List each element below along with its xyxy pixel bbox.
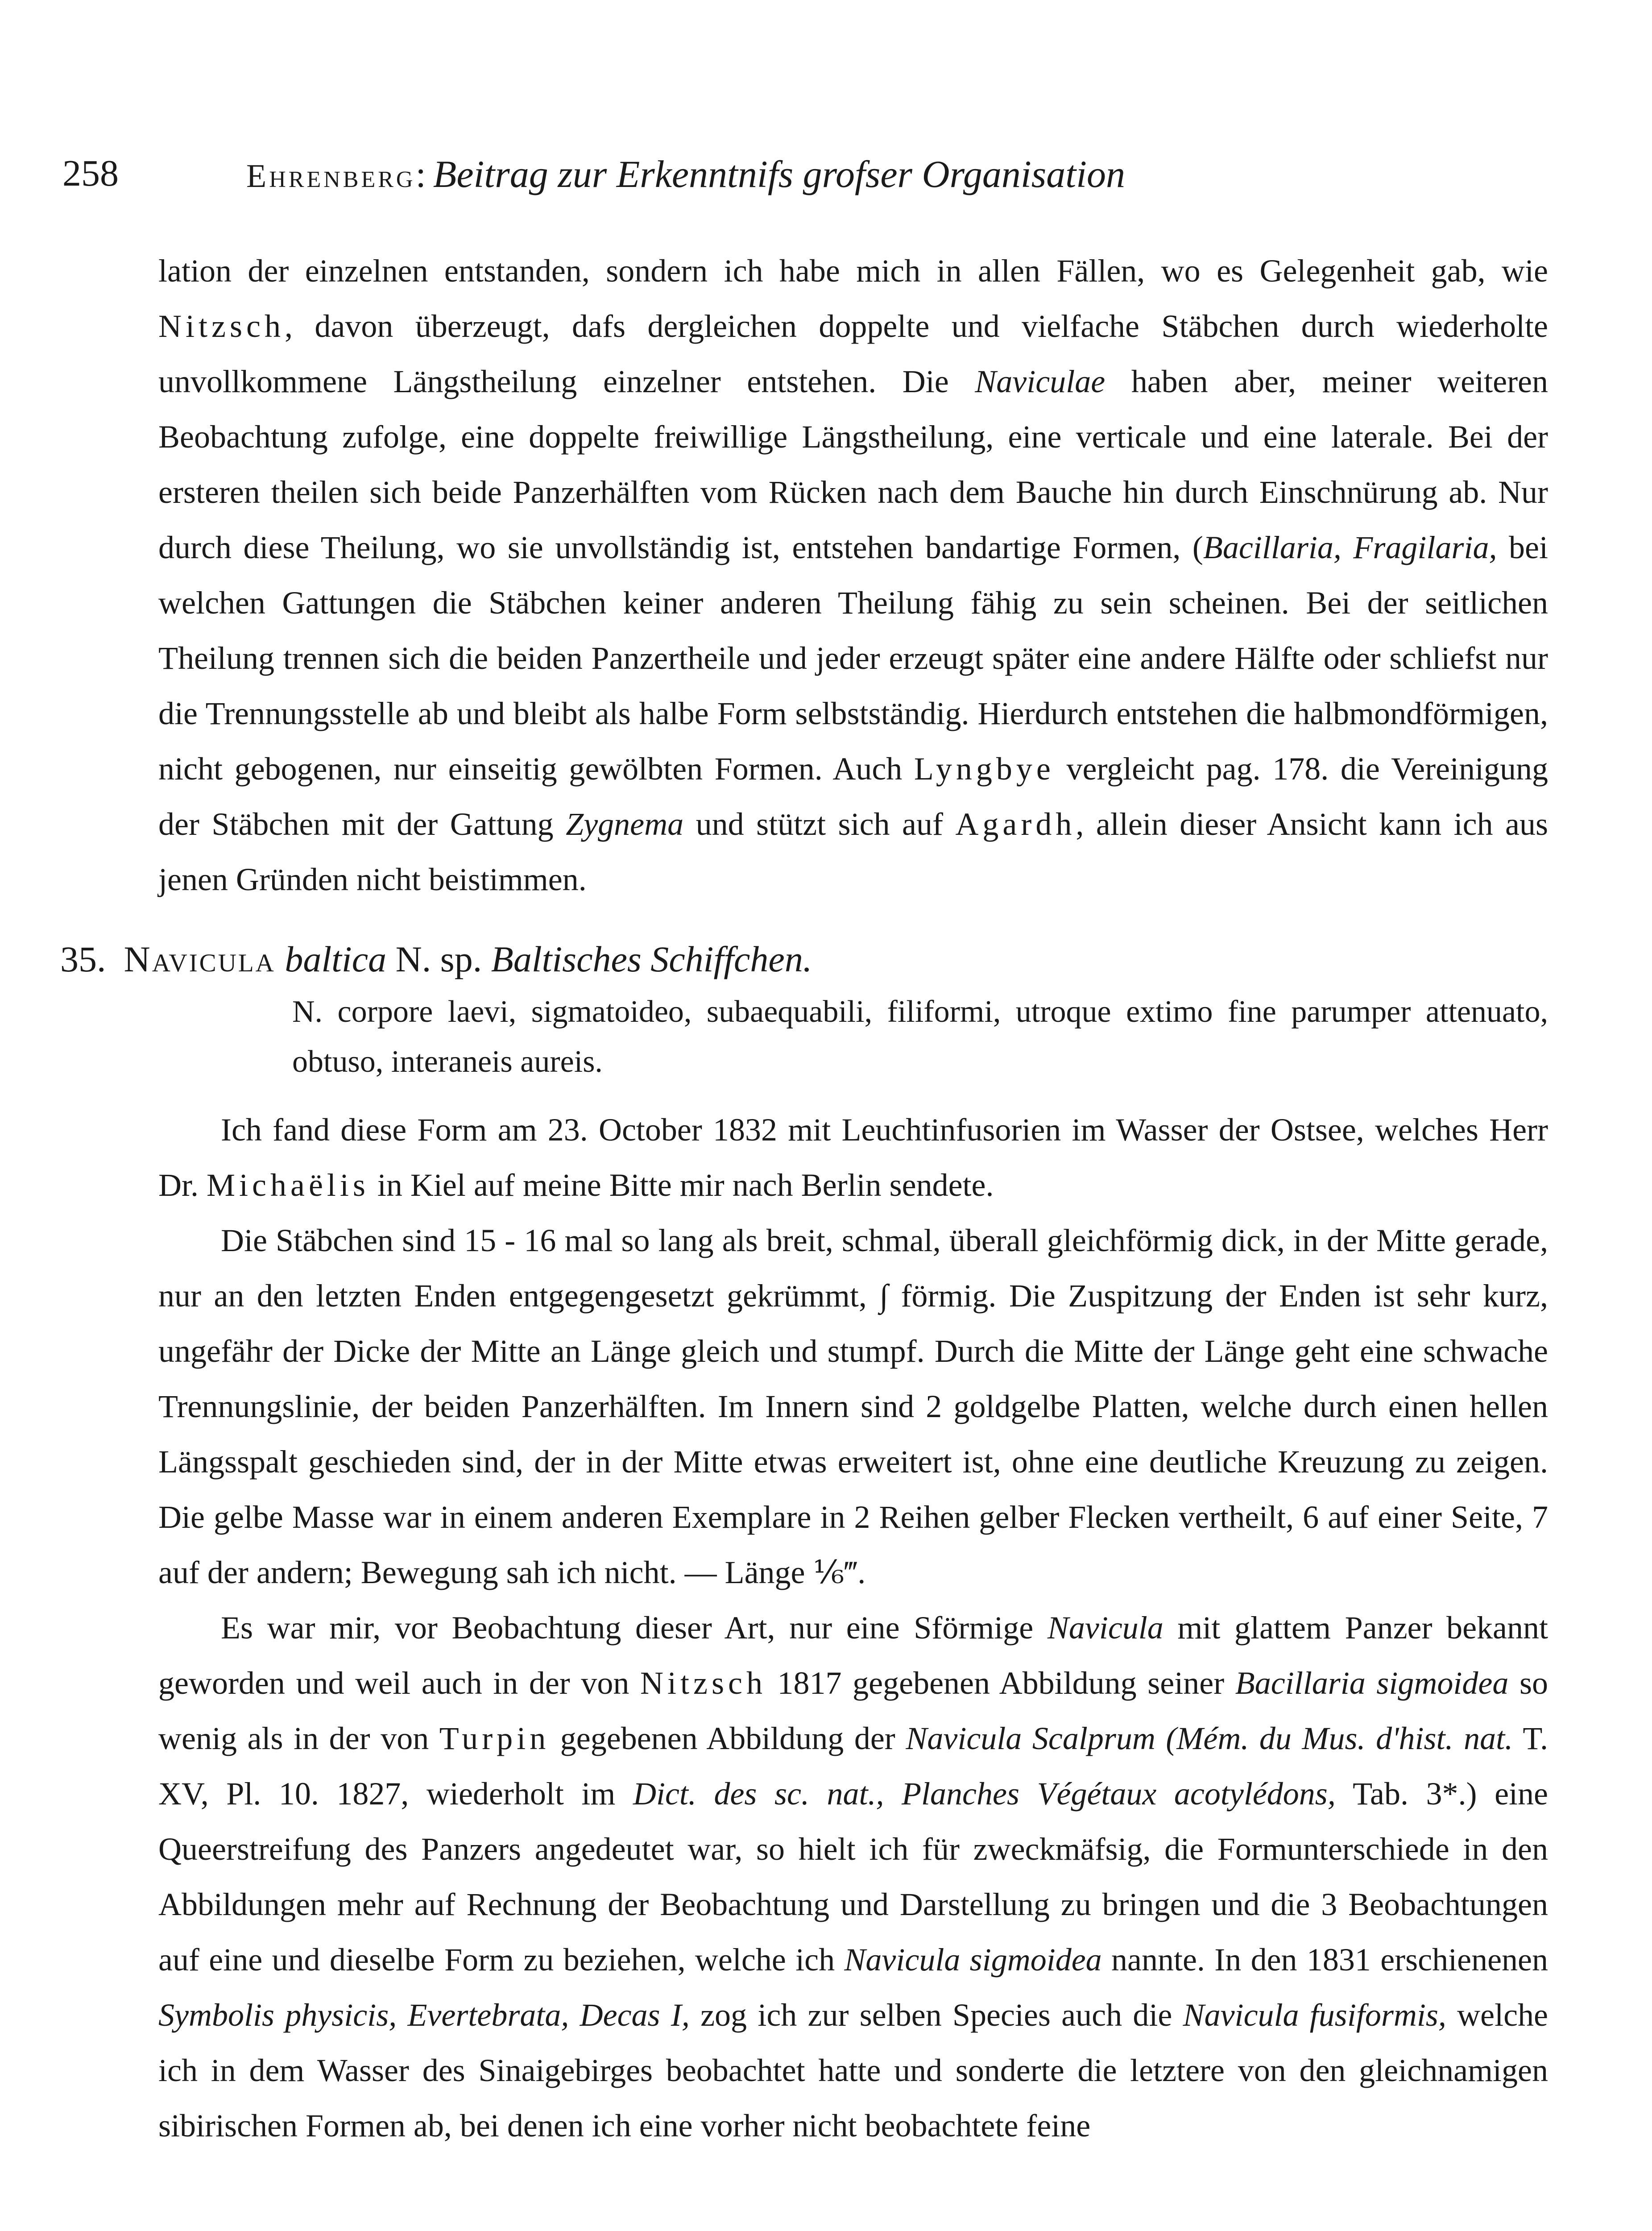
taxon-name: Bacillaria sigmoidea xyxy=(1235,1665,1509,1701)
taxon-name: Navicula sigmoidea xyxy=(844,1942,1102,1978)
text-run: Die Stäbchen sind 15 - 16 mal so lang als breit, schmal, überall gleichförmig dick, in der Mitte gerade, nur an den letzten Enden entgegengesetzt gekrümmt, ∫ förmig. Die Zuspitzung der Enden ist sehr kurz, ungefähr der Dicke der Mitte an Länge gleich und stumpf. Durch die Mitte der Länge geht eine schwache Trennungslinie, der beiden Panzerhälften. Im Innern sind 2 goldgelbe Platten, welche durch einen hellen Längsspalt geschieden sind, der in der Mitte etwas erweitert ist, ohne eine deutliche Kreuzung zu zeigen. Die gelbe Masse war in einem anderen Exemplare in 2 Reihen gelber Flecken vertheilt, 6 auf einer Seite, 7 auf der andern; Bewegung sah ich nicht. — Länge ⅙‴. xyxy=(158,1223,1548,1590)
paragraph xyxy=(158,1213,1548,1600)
page-number: 258 xyxy=(62,153,119,194)
text-run: Ich fand diese Form am 23. October 1832 mit Leuchtinfusorien im Wasser der Ostsee, welches Herr Dr. xyxy=(158,1112,1548,1203)
author-name: Ehrenberg xyxy=(246,158,416,195)
paragraph-continued xyxy=(158,243,1548,907)
common-name: Baltisches Schiffchen. xyxy=(491,939,812,979)
person-name: Agardh xyxy=(955,806,1076,842)
person-name: Nitzsch xyxy=(158,308,285,344)
taxon-name: Navicula fusiformis, xyxy=(1183,1997,1446,2033)
text-run: 1817 gegebenen Abbildung seiner xyxy=(766,1665,1235,1701)
text-run: mit glattem Panzer bekannt geworden und weil auch in der von xyxy=(158,1610,1548,1701)
running-title xyxy=(246,152,1125,196)
header-colon: : xyxy=(415,154,426,195)
taxon-name: Navicula xyxy=(1047,1610,1163,1646)
body-text xyxy=(60,243,1548,2153)
person-name: Turpin xyxy=(439,1721,550,1756)
person-name: Nitzsch xyxy=(640,1665,766,1701)
taxon-name: Zygnema xyxy=(566,806,684,842)
taxon-name: Bacillaria, Fragilaria, xyxy=(1203,530,1497,565)
text-run: Tab. 3*.) eine Queerstreifung des Panzers angedeutet war, so hielt ich für zweckmäfsig, die Formunterschiede in den Abbildungen mehr auf Rechnung der Beobachtung und Darstellung zu bringen und die 3 Beobachtungen auf eine und dieselbe Form zu beziehen, welche ich xyxy=(158,1776,1548,1978)
work-title: Beitrag zur Erkenntnifs grofser Organisation xyxy=(433,153,1125,195)
citation-title: Dict. des sc. nat., Planches Végétaux acotylédons, xyxy=(633,1776,1336,1812)
genus-name: Navicula xyxy=(124,939,276,979)
text-run: und stützt sich auf xyxy=(683,806,956,842)
text-run: Es war mir, vor Beobachtung dieser Art, nur eine Sförmige xyxy=(221,1610,1048,1646)
text-run: , davon überzeugt, dafs dergleichen doppelte und vielfache Stäbchen durch wiederholte unvollkommene Längstheilung einzelner entstehen. Die xyxy=(158,308,1548,399)
text-run: T. XV, Pl. 10. 1827, wiederholt im xyxy=(158,1721,1548,1812)
latin-diagnosis: N. corpore laevi, sigmatoideo, subaequabili, filiformi, utroque extimo fine parumper attenuato, obtuso, interaneis aureis. xyxy=(292,995,1548,1079)
text-run: gegebenen Abbildung der xyxy=(550,1721,906,1756)
text-run: lation der einzelnen entstanden, sondern ich habe mich in allen Fällen, wo es Gelegenheit gab, wie xyxy=(158,253,1548,289)
person-name: Michaëlis xyxy=(207,1167,369,1203)
text-run: haben aber, meiner weiteren Beobachtung zufolge, eine doppelte freiwillige Längstheilung, eine verticale und eine laterale. Bei der ersteren theilen sich beide Panzerhälften vom Rücken nach dem Bauche hin durch Einschnürung ab. Nur durch diese Theilung, wo sie unvollständig ist, entstehen bandartige Formen, ( xyxy=(158,364,1548,565)
paragraph xyxy=(158,1600,1548,2153)
running-header xyxy=(62,147,1401,205)
citation-title: Navicula Scalprum (Mém. du Mus. d'hist. nat. xyxy=(906,1721,1513,1756)
new-species-mark: N. sp. xyxy=(395,939,482,979)
text-run: so wenig als in der von xyxy=(158,1665,1548,1756)
taxon-name: Naviculae xyxy=(975,364,1105,399)
paragraph xyxy=(158,1102,1548,1213)
text-run: zog ich zur selben Species auch die xyxy=(689,1997,1183,2033)
text-run: in Kiel auf meine Bitte mir nach Berlin sendete. xyxy=(369,1167,994,1203)
text-run: vergleicht pag. 178. die Vereinigung der Stäbchen mit der Gattung xyxy=(158,751,1548,842)
text-run: welche ich in dem Wasser des Sinaigebirges beobachtet hatte und sonderte die letztere von den gleichnamigen sibirischen Formen ab, bei denen ich eine vorher nicht beobachtete feine xyxy=(158,1997,1548,2144)
person-name: Lyngbye xyxy=(914,751,1055,787)
citation-title: Symbolis physicis, Evertebrata, Decas I, xyxy=(158,1997,690,2033)
section-number: 35. xyxy=(60,939,106,979)
species-epithet: baltica xyxy=(285,939,387,979)
text-run: bei welchen Gattungen die Stäbchen keiner anderen Theilung fähig zu sein scheinen. Bei der seitlichen Theilung trennen sich die beiden Panzertheile und jeder erzeugt später eine andere Hälfte oder schliefst nur die Trennungsstelle ab und bleibt als halbe Form selbstständig. Hierdurch entstehen die halbmondförmigen, nicht gebogenen, nur einseitig gewölbten Formen. Auch xyxy=(158,530,1548,787)
text-run: nannte. In den 1831 erschienenen xyxy=(1101,1942,1548,1978)
section-heading xyxy=(60,932,1548,987)
text-run: , allein dieser Ansicht kann ich aus jenen Gründen nicht beistimmen. xyxy=(158,806,1548,897)
